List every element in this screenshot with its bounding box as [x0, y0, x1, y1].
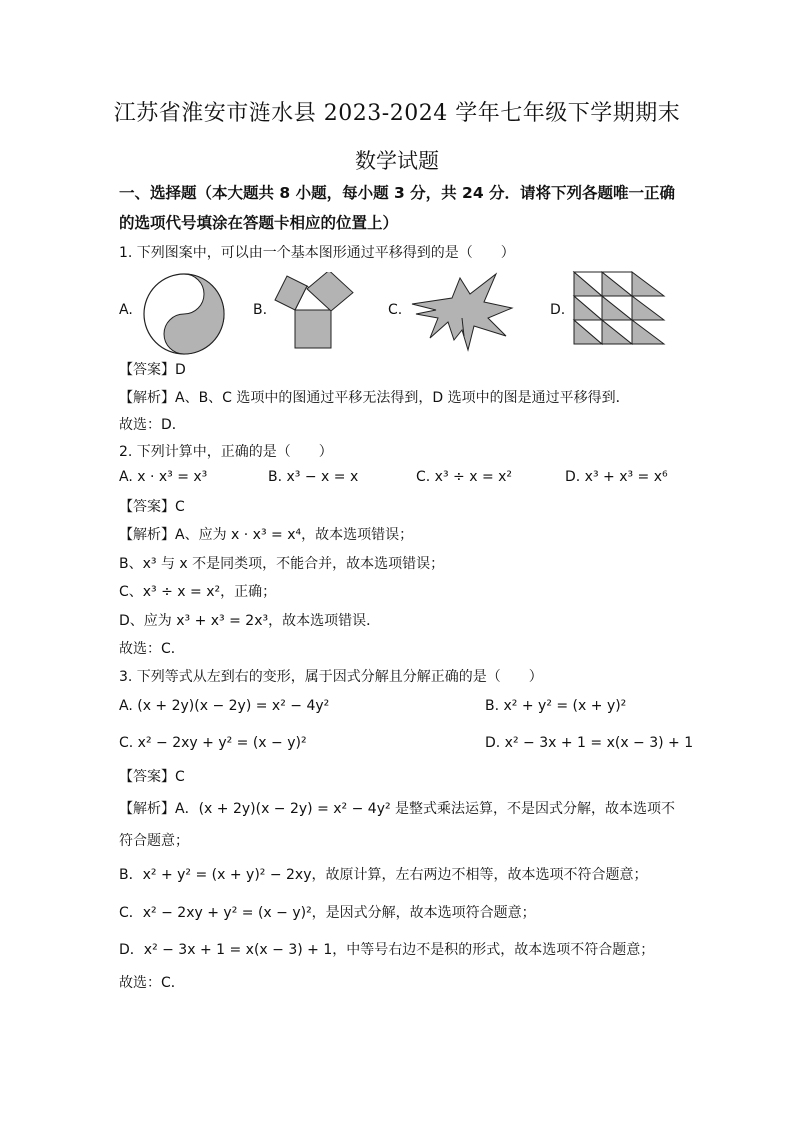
q1-option-a-label: A.: [119, 302, 133, 318]
pythagoras-figure: [273, 272, 355, 350]
yin-yang-figure: [142, 272, 226, 356]
q3-option-c: C. x² − 2xy + y² = (x − y)²: [119, 735, 307, 751]
q1-option-b-label: B.: [253, 302, 268, 318]
document-subtitle: 数学试题: [355, 149, 439, 173]
q2-option-a: A. x · x³ = x³: [119, 469, 208, 485]
q1-option-d-label: D.: [550, 302, 566, 318]
q1-analysis: 【解析】A、B、C 选项中的图通过平移无法得到，D 选项中的图是通过平移得到．: [119, 390, 630, 406]
section-heading: 一、选择题（本大题共 8 小题，每小题 3 分，共 24 分．请将下列各题唯一正确的选项代号填涂在答题卡相应的位置上）: [119, 184, 676, 232]
q3-stem: 3. 下列等式从左到右的变形，属于因式分解且分解正确的是（ ）: [119, 669, 543, 685]
q3-choose: 故选：C．: [119, 975, 185, 991]
q2-analysis-a: 【解析】A、应为 x · x³ = x⁴，故本选项错误；: [119, 527, 414, 543]
q2-analysis-b: B、x³ 与 x 不是同类项，不能合并，故本选项错误；: [119, 556, 445, 572]
q2-stem: 2. 下列计算中，正确的是（ ）: [119, 444, 333, 460]
q1-stem: 1. 下列图案中，可以由一个基本图形通过平移得到的是（ ）: [119, 245, 515, 261]
q2-analysis-d: D、应为 x³ + x³ = 2x³，故本选项错误．: [119, 613, 381, 629]
q3-option-d: D. x² − 3x + 1 = x(x − 3) + 1: [485, 735, 694, 751]
q3-analysis-a-line1: 【解析】A．(x + 2y)(x − 2y) = x² − 4y² 是整式乘法运算，不是因式分解，故本选项不: [119, 801, 676, 817]
q1-answer: 【答案】D: [119, 362, 186, 378]
document-title: 江苏省淮安市涟水县 2023-2024 学年七年级下学期期末: [113, 101, 681, 126]
star-burst-figure: [408, 272, 516, 352]
q2-choose: 故选：C．: [119, 641, 185, 657]
q3-option-a: A. (x + 2y)(x − 2y) = x² − 4y²: [119, 698, 330, 714]
q2-analysis-c: C、x³ ÷ x = x²，正确；: [119, 584, 277, 600]
q1-option-c-label: C.: [388, 302, 403, 318]
q3-answer: 【答案】C: [119, 769, 185, 785]
q1-choose: 故选：D．: [119, 417, 186, 433]
q3-analysis-d: D．x² − 3x + 1 = x(x − 3) + 1，中等号右边不是积的形式，故本选项不符合题意；: [119, 942, 655, 958]
q2-option-c: C. x³ ÷ x = x²: [416, 469, 513, 485]
q2-option-d: D. x³ + x³ = x⁶: [565, 469, 668, 485]
q3-analysis-c: C．x² − 2xy + y² = (x − y)²，是因式分解，故本选项符合题意；: [119, 905, 536, 921]
q3-analysis-a-line2: 符合题意；: [119, 833, 189, 849]
q3-analysis-b: B．x² + y² = (x + y)² − 2xy，故原计算，左右两边不相等，故本选项不符合题意；: [119, 867, 648, 883]
triangle-grid-figure: [572, 270, 668, 348]
q3-option-b: B. x² + y² = (x + y)²: [485, 698, 627, 714]
q2-answer: 【答案】C: [119, 499, 185, 515]
q2-option-b: B. x³ − x = x: [268, 469, 359, 485]
